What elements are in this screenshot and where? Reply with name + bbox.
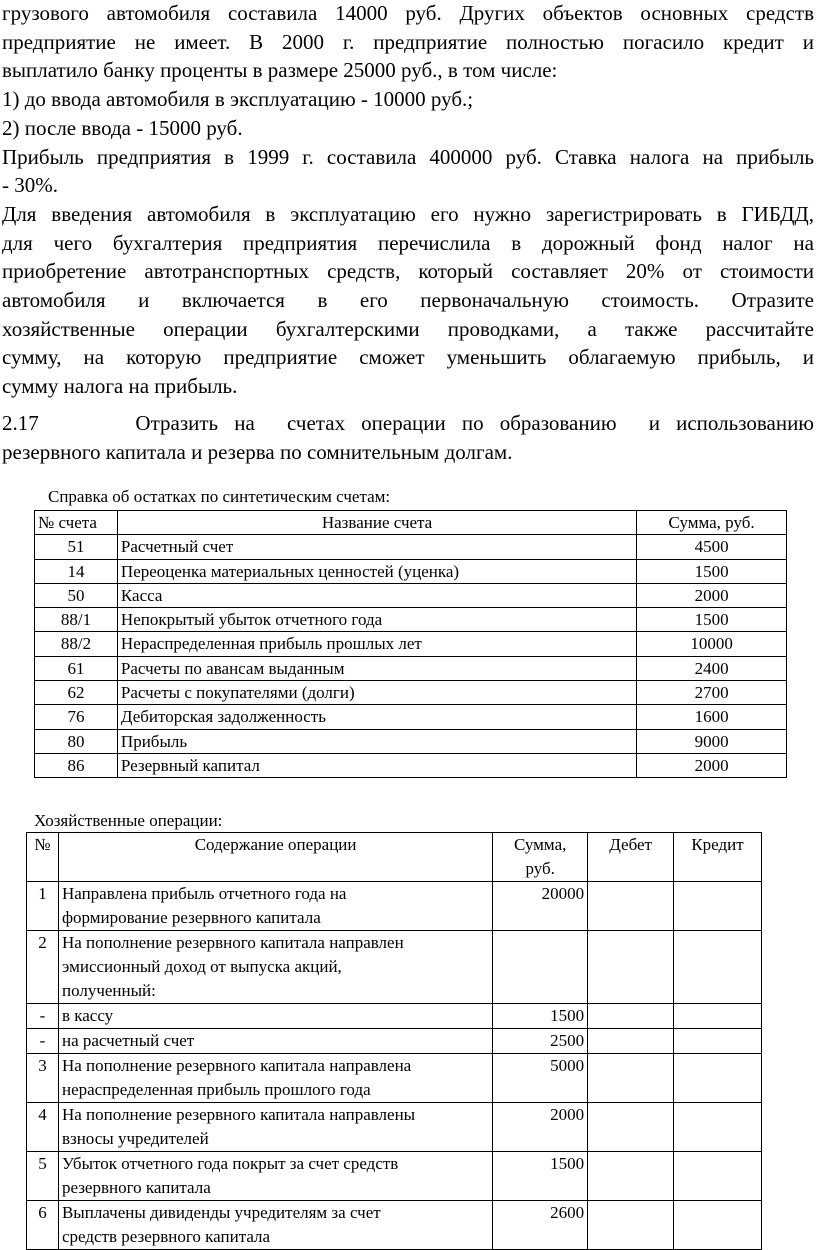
- operation-sum: 5000: [493, 1054, 588, 1103]
- table-row: [27, 931, 762, 1004]
- intro-line: сумму, на которую предприятие сможет уменьшить облагаемую прибыль, и: [2, 345, 814, 370]
- operation-line: формирование резервного капитала: [61, 908, 321, 927]
- intro-line: - 30%.: [2, 173, 58, 198]
- operation-content: [58, 882, 492, 931]
- debit-cell[interactable]: [588, 1103, 674, 1152]
- task-line: 2.17 Отразить на счетах операции по образованию и использованию: [2, 411, 814, 435]
- operation-line: на расчетный счет: [61, 1031, 195, 1050]
- account-amount: 2000: [637, 583, 787, 607]
- table-row: [27, 1152, 762, 1201]
- operation-sum: 2500: [493, 1029, 588, 1054]
- column-header-debit: Дебет: [588, 833, 674, 882]
- operation-number: 3: [27, 1054, 59, 1103]
- operation-number: 5: [27, 1152, 59, 1201]
- operation-line: Направлена прибыль отчетного года на: [61, 884, 347, 903]
- accounts-caption: Справка об остатках по синтетическим счетам:: [48, 487, 391, 506]
- debit-cell[interactable]: [588, 1201, 674, 1250]
- sum-header-line: руб.: [525, 859, 555, 878]
- account-name: Нераспределенная прибыль прошлых лет: [117, 632, 636, 656]
- column-header: Сумма, руб.: [637, 511, 787, 535]
- table-row: [35, 753, 787, 777]
- account-name: Расчеты с покупателями (долги): [117, 681, 636, 705]
- operation-number: -: [27, 1029, 59, 1054]
- table-header-row: [35, 511, 787, 535]
- account-name: Непокрытый убыток отчетного года: [117, 608, 636, 632]
- task-line: резервного капитала и резерва по сомнительным долгам.: [2, 439, 513, 464]
- account-number: 14: [35, 559, 118, 583]
- debit-cell[interactable]: [588, 1054, 674, 1103]
- operation-content: [58, 1103, 492, 1152]
- credit-cell[interactable]: [674, 1054, 762, 1103]
- column-header-credit: Кредит: [674, 833, 762, 882]
- operation-number: 6: [27, 1201, 59, 1250]
- operation-line: нераспределенная прибыль прошлого года: [61, 1080, 371, 1099]
- operation-line: На пополнение резервного капитала направлены: [61, 1105, 416, 1124]
- account-number: 61: [35, 656, 118, 680]
- credit-cell[interactable]: [674, 1103, 762, 1152]
- operation-sum: [493, 931, 588, 1004]
- account-name: Расчеты по авансам выданным: [117, 656, 636, 680]
- operation-number: 1: [27, 882, 59, 931]
- column-header-content: Содержание операции: [58, 833, 492, 882]
- table-row: [35, 705, 787, 729]
- account-amount: 1500: [637, 559, 787, 583]
- table-row: [35, 681, 787, 705]
- table-row: [35, 583, 787, 607]
- table-row: [27, 1103, 762, 1152]
- column-header-num: №: [27, 833, 59, 882]
- operation-sum: 20000: [493, 882, 588, 931]
- account-amount: 4500: [637, 535, 787, 559]
- intro-line: Для введения автомобиля в эксплуатацию его нужно зарегистрировать в ГИБДД,: [2, 201, 814, 226]
- operation-content: [58, 931, 492, 1004]
- intro-line: хозяйственные операции бухгалтерскими проводками, а также рассчитайте: [2, 316, 814, 341]
- account-name: Резервный капитал: [117, 753, 636, 777]
- account-amount: 2700: [637, 681, 787, 705]
- table-row: [27, 1029, 762, 1054]
- table-row: [35, 559, 787, 583]
- account-number: 86: [35, 753, 118, 777]
- operation-line: взносы учредителей: [61, 1129, 209, 1148]
- table-row: [27, 1054, 762, 1103]
- table-row: [35, 632, 787, 656]
- table-header-row: [27, 833, 762, 882]
- account-number: 50: [35, 583, 118, 607]
- operation-line: На пополнение резервного капитала направлена: [61, 1056, 412, 1075]
- operation-line: в кассу: [61, 1006, 114, 1025]
- table-row: [35, 656, 787, 680]
- operation-line: Выплачены дивиденды учредителям за счет: [61, 1203, 381, 1222]
- credit-cell[interactable]: [674, 1201, 762, 1250]
- operation-line: На пополнение резервного капитала направлен: [61, 933, 404, 952]
- account-name: Переоценка материальных ценностей (уценка): [117, 559, 636, 583]
- table-row: [27, 1201, 762, 1250]
- operation-content: [58, 1054, 492, 1103]
- operation-content: [58, 1029, 492, 1054]
- intro-line: сумму налога на прибыль.: [2, 374, 238, 399]
- account-amount: 2000: [637, 753, 787, 777]
- account-number: 62: [35, 681, 118, 705]
- account-amount: 9000: [637, 729, 787, 753]
- account-number: 51: [35, 535, 118, 559]
- intro-line: грузового автомобиля составила 14000 руб. Других объектов основных средств: [2, 1, 814, 25]
- account-number: 76: [35, 705, 118, 729]
- operation-sum: 2600: [493, 1201, 588, 1250]
- account-name: Дебиторская задолженность: [117, 705, 636, 729]
- operation-content: [58, 1152, 492, 1201]
- operation-sum: 1500: [493, 1004, 588, 1029]
- operation-number: 4: [27, 1103, 59, 1152]
- operation-number: -: [27, 1004, 59, 1029]
- column-header: Название счета: [117, 511, 636, 535]
- intro-line: автомобиля и включается в его первоначальную стоимость. Отразите: [2, 288, 814, 313]
- account-amount: 1600: [637, 705, 787, 729]
- debit-cell[interactable]: [588, 882, 674, 931]
- intro-paragraph: [2, 0, 814, 401]
- credit-cell[interactable]: [674, 1029, 762, 1054]
- account-number: 88/1: [35, 608, 118, 632]
- account-amount: 2400: [637, 656, 787, 680]
- account-amount: 1500: [637, 608, 787, 632]
- operation-line: полученный:: [61, 981, 156, 1000]
- task-heading: [2, 409, 814, 466]
- accounts-table: [34, 510, 787, 778]
- operation-content: [58, 1201, 492, 1250]
- account-number: 88/2: [35, 632, 118, 656]
- table-row: [35, 535, 787, 559]
- operation-number: 2: [27, 931, 59, 1004]
- operation-line: эмиссионный доход от выпуска акций,: [61, 957, 342, 976]
- debit-cell[interactable]: [588, 1004, 674, 1029]
- table-row: [27, 1004, 762, 1029]
- operations-table: [26, 832, 762, 1250]
- sum-header-line: Сумма,: [513, 835, 567, 854]
- operations-caption: Хозяйственные операции:: [34, 811, 223, 830]
- intro-line: 1) до ввода автомобиля в эксплуатацию - 10000 руб.;: [2, 87, 474, 112]
- account-number: 80: [35, 729, 118, 753]
- account-name: Расчетный счет: [117, 535, 636, 559]
- table-row: [35, 608, 787, 632]
- table-row: [27, 882, 762, 931]
- credit-cell[interactable]: [674, 1152, 762, 1201]
- intro-line: для чего бухгалтерия предприятия перечислила в дорожный фонд налог на: [2, 230, 814, 255]
- account-amount: 10000: [637, 632, 787, 656]
- intro-line: Прибыль предприятия в 1999 г. составила 400000 руб. Ставка налога на прибыль: [2, 144, 814, 169]
- account-name: Касса: [117, 583, 636, 607]
- intro-line: предприятие не имеет. В 2000 г. предприятие полностью погасило кредит и: [2, 29, 814, 54]
- account-name: Прибыль: [117, 729, 636, 753]
- column-header: № счета: [35, 511, 118, 535]
- operation-sum: 2000: [493, 1103, 588, 1152]
- debit-cell[interactable]: [588, 931, 674, 1004]
- column-header-sum: [493, 833, 588, 882]
- operation-sum: 1500: [493, 1152, 588, 1201]
- credit-cell[interactable]: [674, 1004, 762, 1029]
- intro-line: выплатило банку проценты в размере 25000 руб., в том числе:: [2, 58, 558, 83]
- debit-cell[interactable]: [588, 1152, 674, 1201]
- operation-content: [58, 1004, 492, 1029]
- operation-line: Убыток отчетного года покрыт за счет средств: [61, 1154, 399, 1173]
- credit-cell[interactable]: [674, 882, 762, 931]
- credit-cell[interactable]: [674, 931, 762, 1004]
- table-row: [35, 729, 787, 753]
- debit-cell[interactable]: [588, 1029, 674, 1054]
- operation-line: резервного капитала: [61, 1178, 211, 1197]
- intro-line: приобретение автотранспортных средств, который составляет 20% от стоимости: [2, 259, 814, 284]
- operation-line: средств резервного капитала: [61, 1227, 271, 1246]
- intro-line: 2) после ввода - 15000 руб.: [2, 115, 243, 140]
